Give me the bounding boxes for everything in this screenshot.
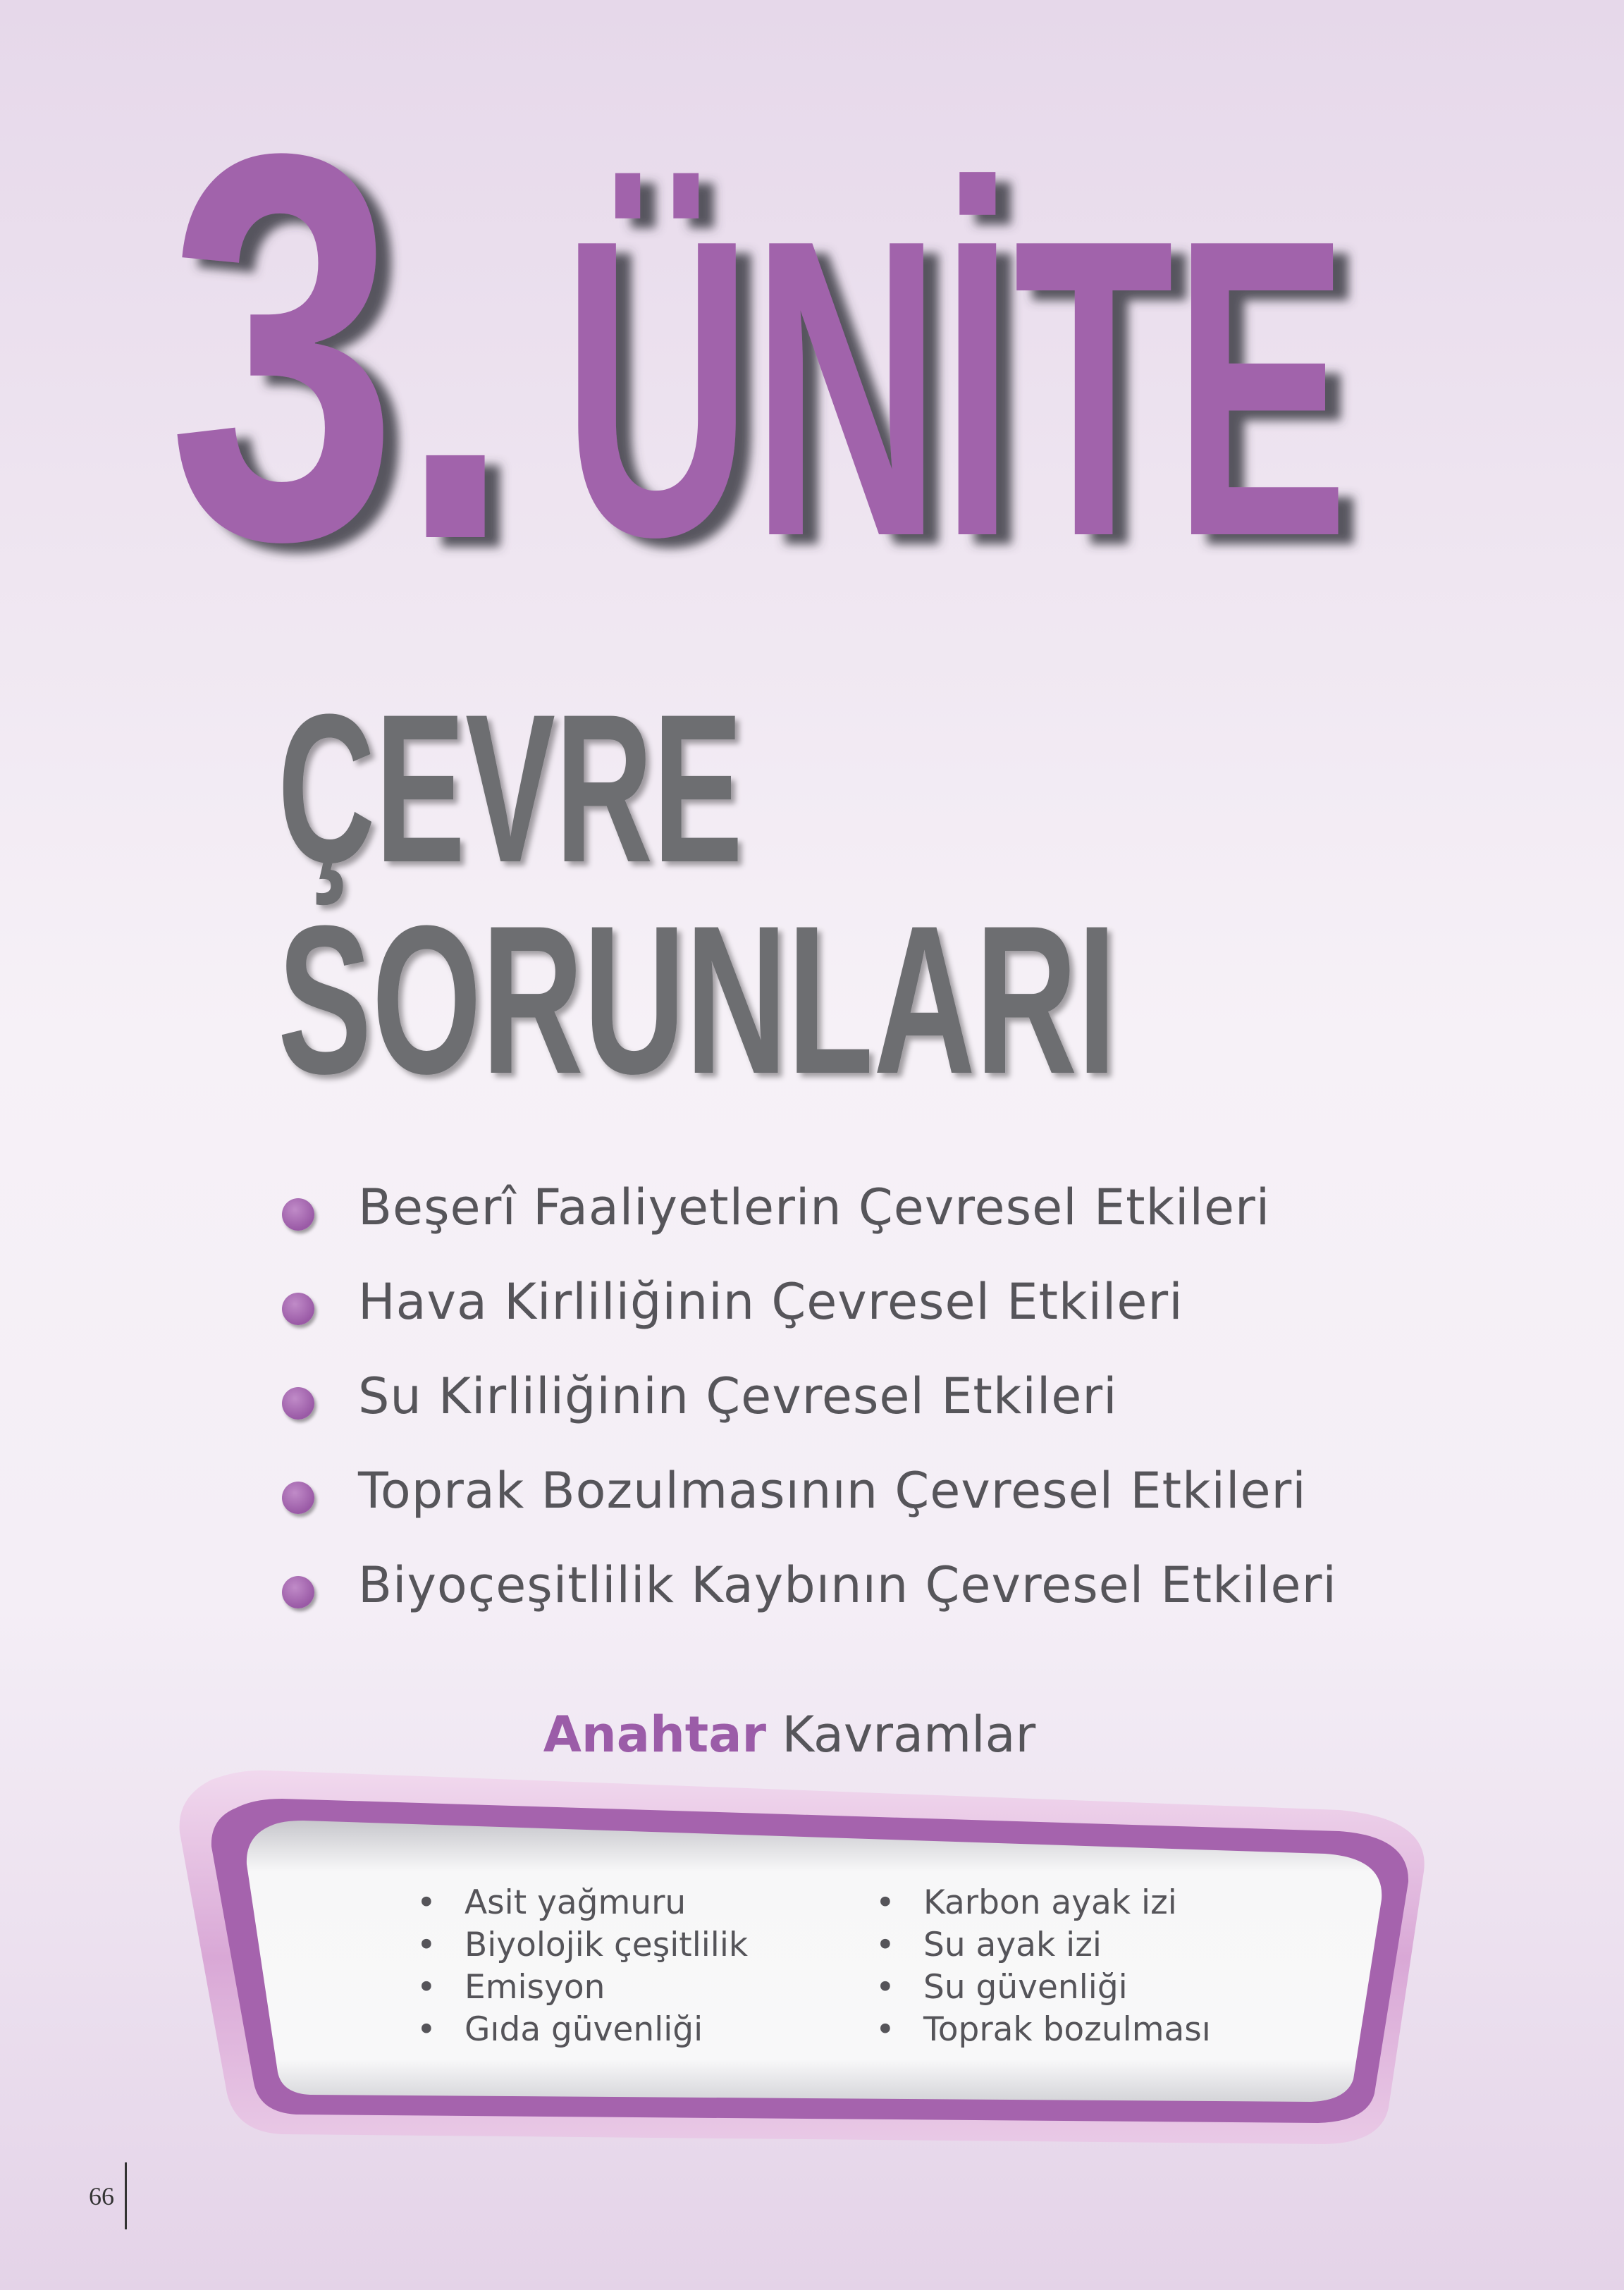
key-concepts-title-bold: Anahtar	[543, 1706, 767, 1763]
key-concept-item	[875, 1883, 1177, 1922]
bullet-icon: •	[417, 1883, 436, 1922]
bullet-icon: •	[875, 1883, 895, 1922]
bullet-icon: •	[875, 1926, 895, 1964]
key-concepts-frame	[0, 1748, 1624, 2171]
key-concepts-title-rest: Kavramlar	[782, 1706, 1036, 1763]
key-concept-item	[417, 1926, 749, 1964]
key-concept-label: Gıda güvenliği	[465, 2010, 703, 2049]
title-line-2: SORUNLARI	[278, 881, 1116, 1118]
page-number-divider	[125, 2162, 127, 2229]
key-concept-label: Toprak bozulması	[923, 2010, 1211, 2049]
unit-heading	[0, 0, 1624, 1128]
topic-label: Hava Kirliliğinin Çevresel Etkileri	[358, 1273, 1183, 1331]
bullet-icon	[282, 1293, 314, 1325]
key-concept-item	[417, 2010, 703, 2049]
topic-label: Biyoçeşitlilik Kaybının Çevresel Etkileri	[358, 1556, 1337, 1614]
bullet-icon: •	[417, 1926, 436, 1964]
bullet-icon	[282, 1198, 314, 1231]
bullet-icon	[282, 1387, 314, 1420]
unit-number: 3.	[168, 40, 513, 654]
key-concept-item	[417, 1883, 687, 1922]
key-concept-label: Su ayak izi	[923, 1926, 1102, 1964]
key-concept-label: Su güvenliği	[923, 1968, 1128, 2007]
key-concept-item	[875, 2010, 1211, 2049]
bullet-icon: •	[875, 2010, 895, 2049]
title-line-1: ÇEVRE	[278, 670, 1007, 906]
key-concept-label: Emisyon	[465, 1968, 605, 2007]
bullet-icon: •	[417, 1968, 436, 2007]
bullet-icon: •	[875, 1968, 895, 2007]
bullet-icon	[282, 1576, 314, 1608]
bullet-icon	[282, 1482, 314, 1514]
key-concept-item	[875, 1968, 1128, 2007]
key-concept-item	[417, 1968, 605, 2007]
topic-label: Toprak Bozulmasının Çevresel Etkileri	[358, 1462, 1307, 1520]
key-concept-label: Karbon ayak izi	[923, 1883, 1177, 1922]
page-number: 66	[89, 2182, 114, 2210]
bullet-icon: •	[417, 2010, 436, 2049]
key-concept-label: Asit yağmuru	[465, 1883, 687, 1922]
key-concept-item	[875, 1926, 1102, 1964]
topic-label: Su Kirliliğinin Çevresel Etkileri	[358, 1367, 1118, 1425]
unit-word: ÜNİTE	[562, 152, 1348, 624]
key-concept-label: Biyolojik çeşitlilik	[465, 1926, 749, 1964]
topic-label: Beşerî Faaliyetlerin Çevresel Etkileri	[358, 1178, 1271, 1236]
